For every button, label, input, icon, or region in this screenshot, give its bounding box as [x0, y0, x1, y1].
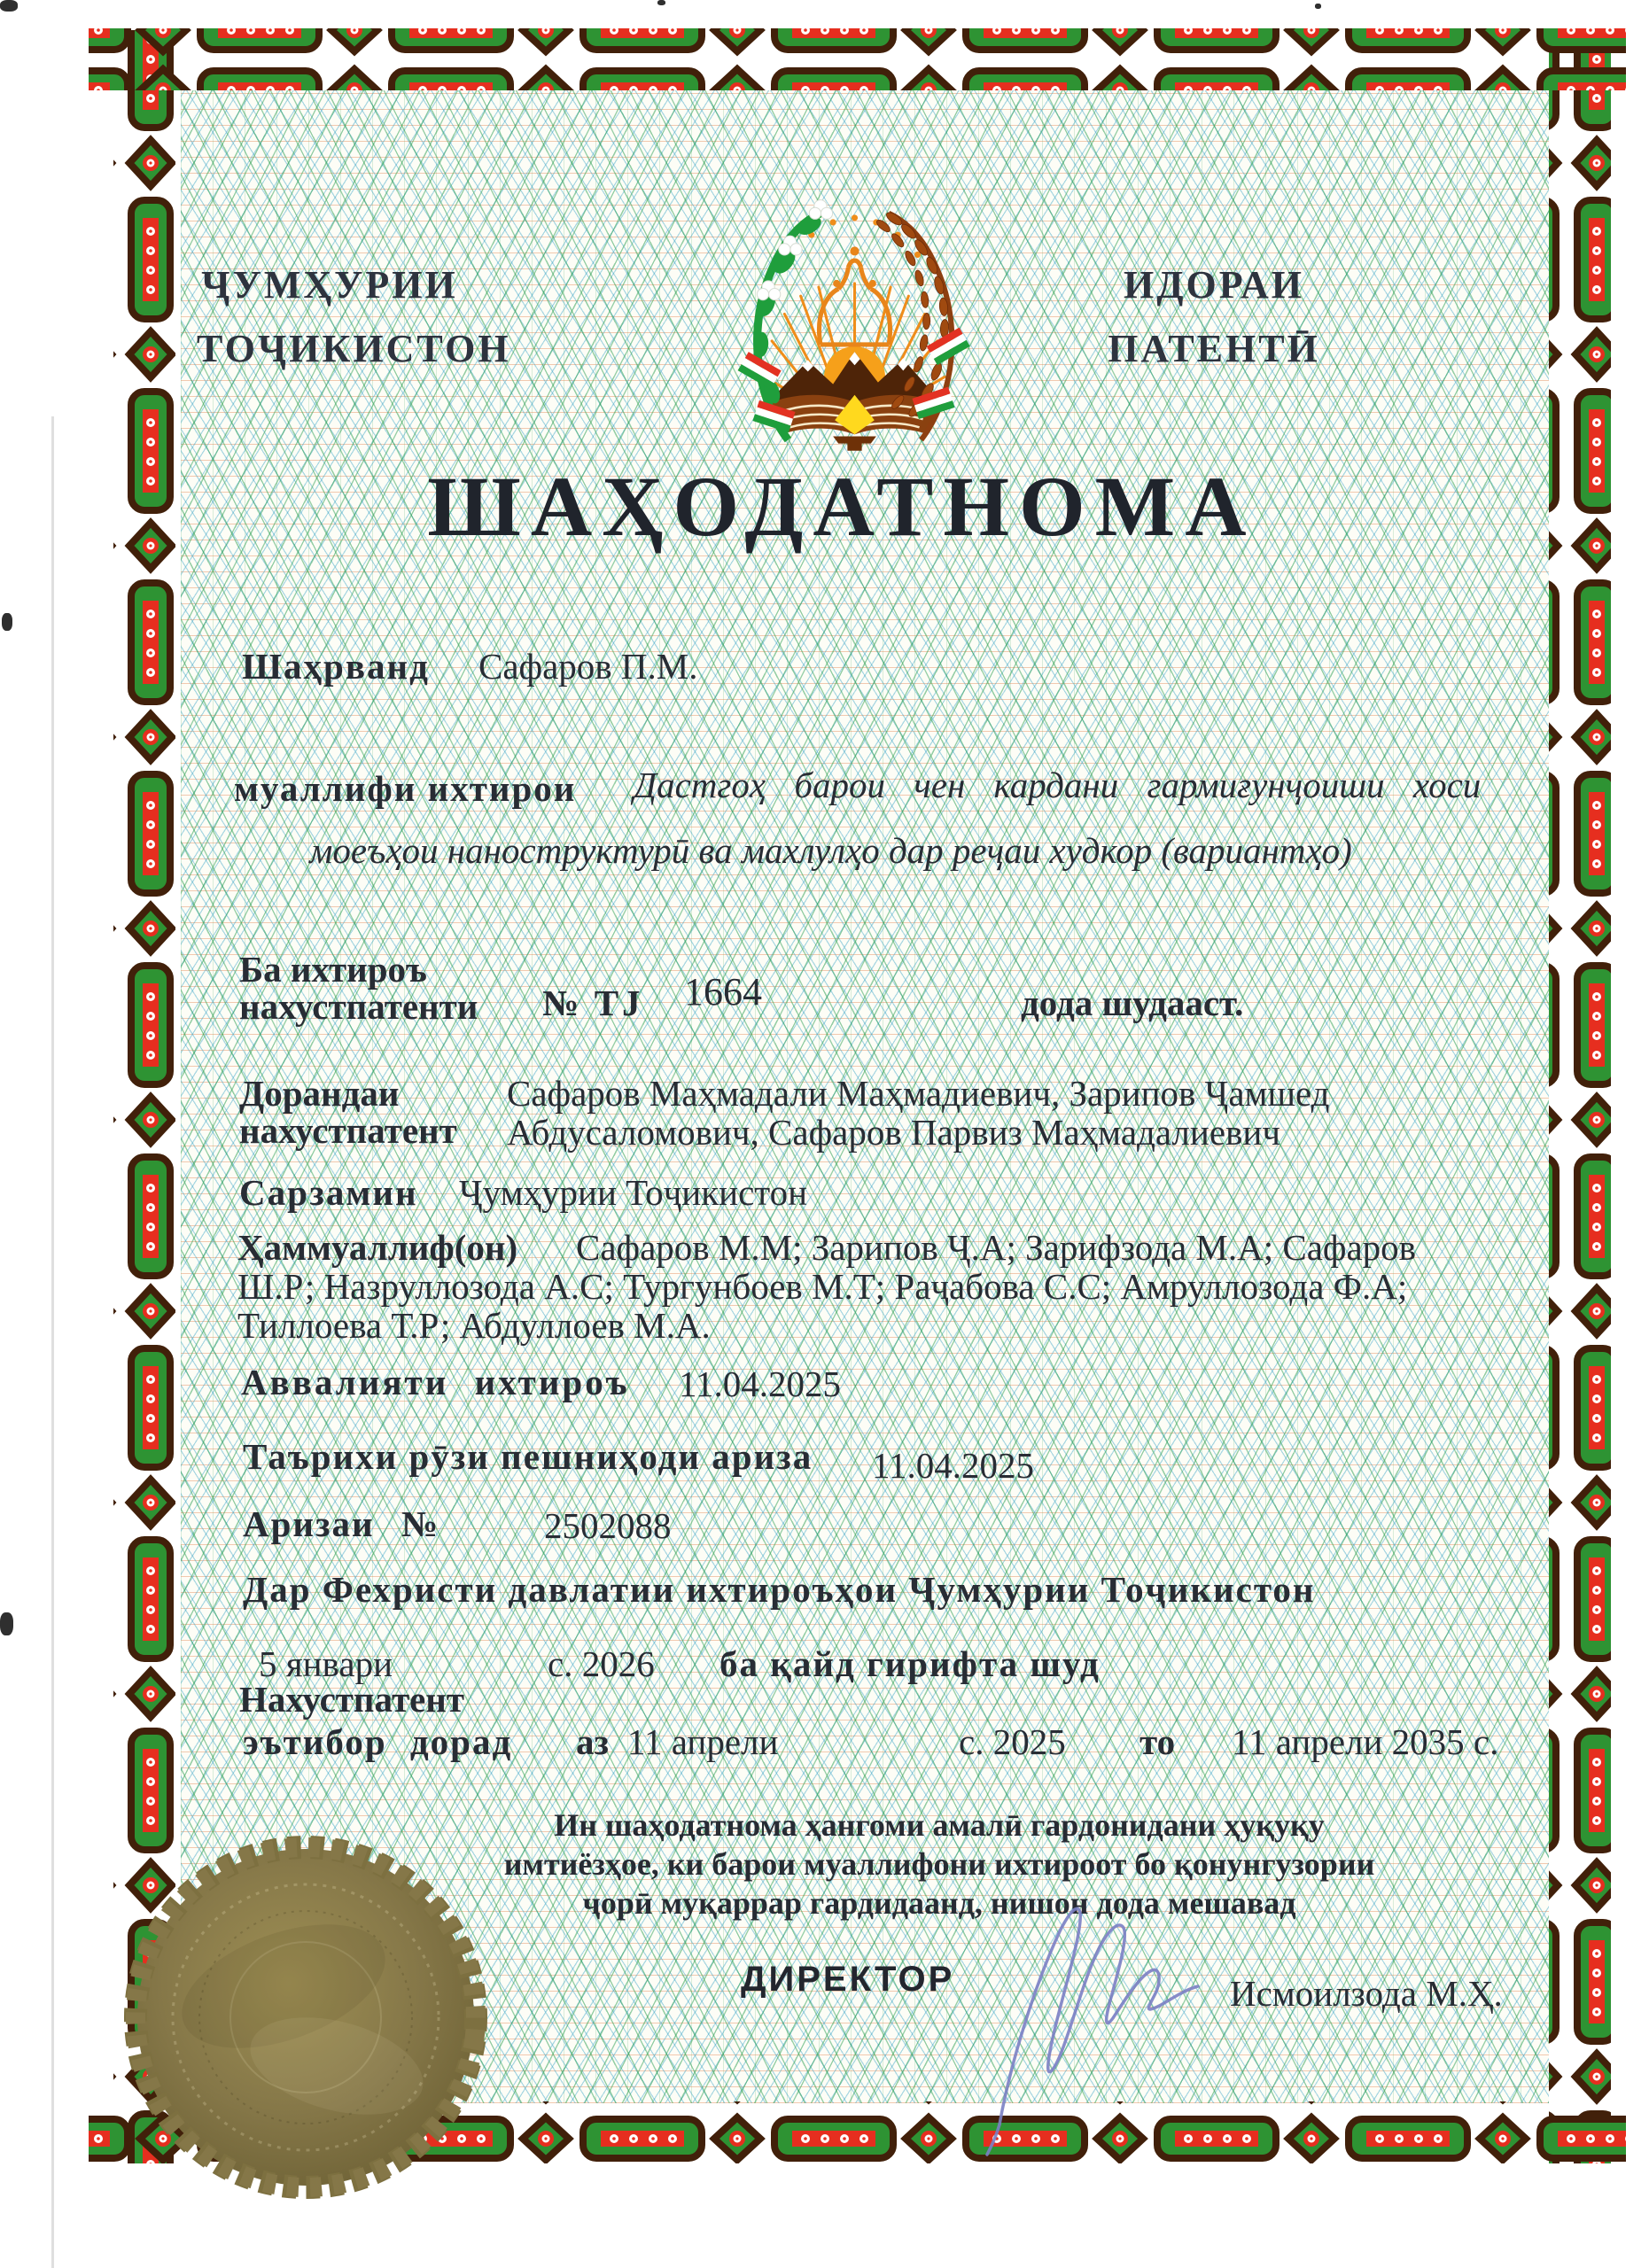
priority-date: 11.04.2025: [679, 1363, 841, 1404]
invention-title-line2: моеъҳои наноструктурӣ ва махлулҳо дар реҷаи худкор (вариантҳо): [309, 830, 1352, 871]
issuer-name-right-line2: ПАТЕНТӢ: [1108, 327, 1320, 370]
coauthors-names-line1: Сафаров М.М; Зарипов Ҷ.А; Зарифзода М.А; Сафаров: [576, 1227, 1417, 1268]
scan-speck: [2, 613, 12, 631]
legal-note-line2: имтиёзҳое, ки барои муаллифони ихтироот бо қонунгузории: [503, 1846, 1375, 1882]
scan-speck: [0, 1612, 13, 1635]
coauthors-label: Ҳаммуаллиф(он): [237, 1227, 518, 1268]
scan-speck: [1315, 4, 1321, 9]
scan-speck: [0, 0, 18, 12]
filing-date: 11.04.2025: [872, 1445, 1034, 1486]
holder-label-line1: Дорандаи: [239, 1073, 400, 1114]
application-label: Аризаи №: [243, 1503, 440, 1544]
patent-number-prefix: № TJ: [542, 983, 644, 1023]
coauthors-names-line2: Ш.Р; Назруллозода А.С; Тургунбоев М.Т; Раҷабова С.С; Амруллозода Ф.А;: [237, 1266, 1408, 1307]
validity-to-date: 11 апрели 2035 с.: [1232, 1721, 1499, 1762]
legal-note-line1: Ин шаҳодатнома ҳангоми амалӣ гардонидани ҳуқуқу: [554, 1807, 1325, 1843]
scan-crease: [51, 416, 54, 2268]
issuer-name-left-line2: ТОҶИКИСТОН: [197, 327, 511, 370]
citizen-label: Шаҳрванд: [242, 646, 430, 687]
patent-label-line1: Ба ихтироъ: [239, 949, 427, 990]
legal-note-line3: ҷорӣ муқаррар гардидаанд, нишон дода мешавад: [582, 1885, 1296, 1921]
validity-label: Нахустпатент: [239, 1679, 465, 1720]
validity-from-word: аз: [576, 1721, 609, 1762]
issuer-name-right-line1: ИДОРАИ: [1124, 263, 1304, 307]
register-recorded-text: ба қайд гирифта шуд: [719, 1643, 1101, 1684]
filing-label: Таърихи рӯзи пешниҳоди ариза: [243, 1436, 813, 1477]
territory-label: Сарзамин: [239, 1172, 418, 1213]
patent-granted-text: дода шудааст.: [1021, 983, 1244, 1023]
invention-author-label: муаллифи ихтирои: [234, 768, 577, 809]
validity-to-word: то: [1140, 1721, 1176, 1762]
register-day: 5 январи: [259, 1643, 393, 1684]
certificate-title: ШАҲОДАТНОМА: [427, 459, 1256, 554]
patent-label-line2: нахустпатенти: [239, 986, 478, 1027]
territory-value: Ҷумҳурии Тоҷикистон: [459, 1172, 808, 1213]
invention-title-line1: Дастгоҳ барои чен кардани гармиғунҷоиши хоси: [634, 765, 1482, 805]
holder-label-line2: нахустпатент: [239, 1110, 457, 1151]
register-heading: Дар Фехристи давлатии ихтироъҳои Ҷумҳурии Тоҷикистон: [243, 1569, 1316, 1610]
scan-speck: [657, 0, 665, 5]
holder-value-line1: Сафаров Маҳмадали Маҳмадиевич, Зарипов Ҷамшед: [507, 1073, 1330, 1114]
priority-label: Аввалияти ихтироъ: [241, 1362, 630, 1402]
director-name: Исмоилзода М.Ҳ.: [1230, 1973, 1503, 2014]
register-year: с. 2026: [548, 1643, 655, 1684]
coauthors-names-line3: Тиллоева Т.Р; Абдуллоев М.А.: [237, 1305, 711, 1346]
validity-from-date: 11 апрели: [627, 1721, 779, 1762]
holder-value-line2: Абдусаломович, Сафаров Парвиз Маҳмадалиевич: [507, 1112, 1280, 1153]
issuer-name-left-line1: ҶУМҲУРИИ: [201, 263, 458, 307]
application-number: 2502088: [544, 1505, 672, 1546]
director-label: ДИРЕКТОР: [741, 1960, 955, 1999]
patent-number-value: 1664: [684, 970, 762, 1014]
citizen-value: Сафаров П.М.: [478, 646, 698, 687]
validity-prefix: эътибор дорад: [243, 1721, 513, 1762]
validity-from-year: с. 2025: [959, 1721, 1066, 1762]
